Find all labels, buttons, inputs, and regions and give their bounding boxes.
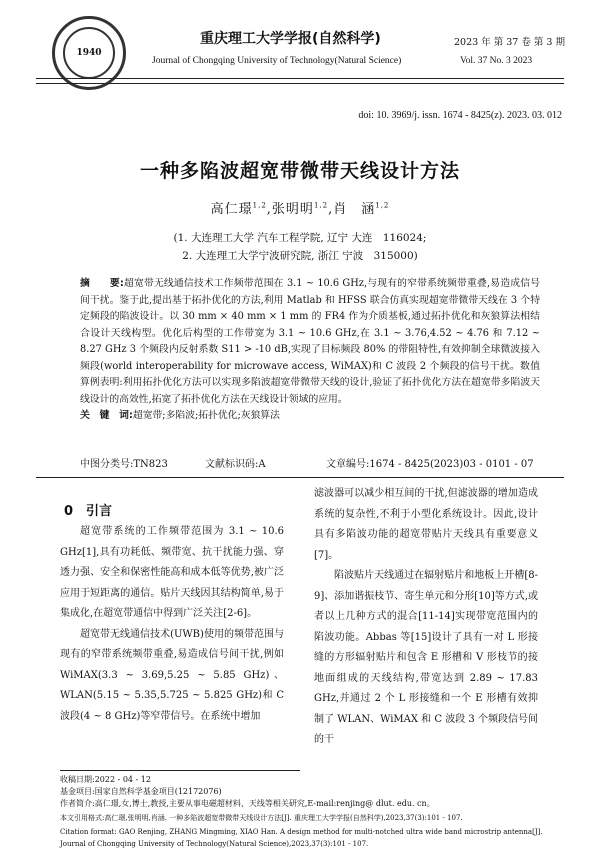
citation-en: Citation format: GAO Renjing, ZHANG Mingming, XIAO Han. A design method for multi-notched ultra wide band microstrip antenna[J]. Journal of Chongqing University of Technology(Natural Science),2023,37(3):101 - 107.	[60, 828, 543, 848]
journal-title-en: Journal of Chongqing University of Technology(Natural Science)	[152, 56, 402, 66]
author-name: 张明明	[271, 202, 314, 217]
journal-title-cn: 重庆理工大学学报(自然科学)	[200, 31, 381, 47]
issue-info-en: Vol. 37 No. 3 2023	[460, 56, 533, 66]
clc-number: 中图分类号:TN823	[80, 459, 168, 470]
fund-info: 基金项目:国家自然科学基金项目(12172076)	[60, 787, 222, 796]
author-name: 肖 涵	[333, 202, 376, 217]
affiliation-1: (1. 大连理工大学 汽车工程学院, 辽宁 大连 116024;	[173, 232, 427, 244]
meta-rule	[36, 477, 564, 478]
author-affil-sup: 1,2	[313, 201, 329, 210]
issue-info-cn: 2023 年 第 37 卷 第 3 期	[454, 37, 565, 48]
abstract-text: 超宽带无线通信技术工作频带范围在 3.1 ~ 10.6 GHz,与现有的窄带系统频带重叠,易造成信号间干扰。鉴于此,提出基于拓扑优化的方法,利用 Matlab 和 HFSS 联合仿真实现超宽带微带天线在 3 个特定频段的陷波设计。以 30 mm × 40 mm × 1 mm 的 FR4 作为介质基板,通过拓扑优化和灰狼算法相结合设计天线构型。优化后构型的工作带宽为 3.1 ~ 10.6 GHz,在 3.1 ~ 3.76,4.52 ~ 4.76 和 7.12 ~ 8.27 GHz 3 个频段内反射系数 S11 > -10 dB,实现了目标频段 80% 的带阻特性,有效抑制全球微波接入频段(world interoperability for microwave access, WiMAX)和 C 波段 2 个频段的信号干扰。数值算例表明:利用拓扑优化方法可以实现多陷波超宽带微带天线的设计,验证了拓扑优化方法在超宽带多陷波天线设计的高效性,拓宽了拓扑优化方法在天线设计领域的应用。	[80, 278, 540, 405]
citation-cn: 本文引用格式:高仁璟,张明明,肖涵. 一种多陷波超宽带微带天线设计方法[J]. 重庆理工大学学报(自然科学),2023,37(3):101 - 107.	[60, 814, 463, 822]
keywords: 超宽带;多陷波;拓扑优化;灰狼算法	[132, 410, 280, 421]
abstract-label: 摘 要:	[80, 278, 124, 289]
paragraph: 陷波贴片天线通过在辐射贴片和地板上开槽[8-9]、添加谐振枝节、寄生单元和分形[10]等方式,或者以上几种方式的混合[11-14]实现带宽范围内的陷波功能。Abbas 等[15]设计了具有一对 L 形接缝的方形辐射贴片和包含 E 形槽和 V 形枝节的接地面组成的天线结构,带宽达到 2.89 ~ 17.83 GHz,并通过 2 个 L 形接缝和一个 E 形槽有效抑制了 WLAN、WiMAX 和 C 波段 3 个频段信号间的干	[314, 570, 538, 745]
article-title: 一种多陷波超宽带微带天线设计方法	[139, 160, 460, 182]
received-date: 收稿日期:2022 - 04 - 12	[60, 775, 151, 784]
author-list: 高仁璟$^{1,2}$,张明明$^{1,2}$,肖 涵$^{1,2}$	[210, 201, 390, 217]
paragraph: 超宽带无线通信技术(UWB)使用的频带范围与现有的窄带系统频带重叠,易造成信号间干扰,例如 WiMAX(3.3 ~ 3.69,5.25 ~ 5.85 GHz)、WLAN(5.15 ~ 5.35,5.725 ~ 5.825 GHz)和 C 波段(4 ~ 8 GHz)等窄带信号。在系统中增加	[60, 628, 284, 722]
paragraph: 超宽带系统的工作频带范围为 3.1 ~ 10.6 GHz[1],具有功耗低、频带宽、抗干扰能力强、穿透力强、安全和保密性能高和成本低等优势,被广泛应用于短距离的通信。贴片天线因其结构简单,易于集成化,在超宽带通信中得到广泛关注[2-6]。	[60, 526, 284, 619]
document-code: 文献标识码:A	[205, 459, 266, 470]
abstract	[80, 276, 540, 425]
body-column-left	[60, 522, 284, 727]
section-heading: 0 引言	[64, 504, 113, 519]
body-column-right	[314, 484, 538, 751]
logo-center	[63, 27, 115, 79]
article-number: 文章编号:1674 - 8425(2023)03 - 0101 - 07	[326, 459, 534, 470]
logo-year: 1940	[76, 48, 102, 58]
author-affil-sup: 1,2	[252, 201, 267, 210]
author-affil-sup: 1,2	[375, 201, 390, 210]
keywords-label: 关 键 词:	[80, 410, 133, 421]
header-rule-thin	[36, 83, 564, 84]
author-bio: 作者简介:高仁璟,女,博士,教授,主要从事电磁超材料、天线等相关研究,E-mail:renjing@ dlut. edu. cn。	[60, 799, 435, 808]
affiliation-2: 2. 大连理工大学宁波研究院, 浙江 宁波 315000)	[182, 250, 418, 262]
paragraph: 滤波器可以减少相互间的干扰,但滤波器的增加造成系统的复杂性,不利于小型化系统设计。因此,设计具有多陷波功能的超宽带贴片天线具有重要意义[7]。	[314, 488, 538, 561]
doi: doi: 10. 3969/j. issn. 1674 - 8425(z). 2023. 03. 012	[358, 110, 562, 121]
header-rule	[36, 78, 564, 79]
footnote-rule	[60, 770, 300, 771]
author-name: 高仁璟	[210, 202, 253, 217]
